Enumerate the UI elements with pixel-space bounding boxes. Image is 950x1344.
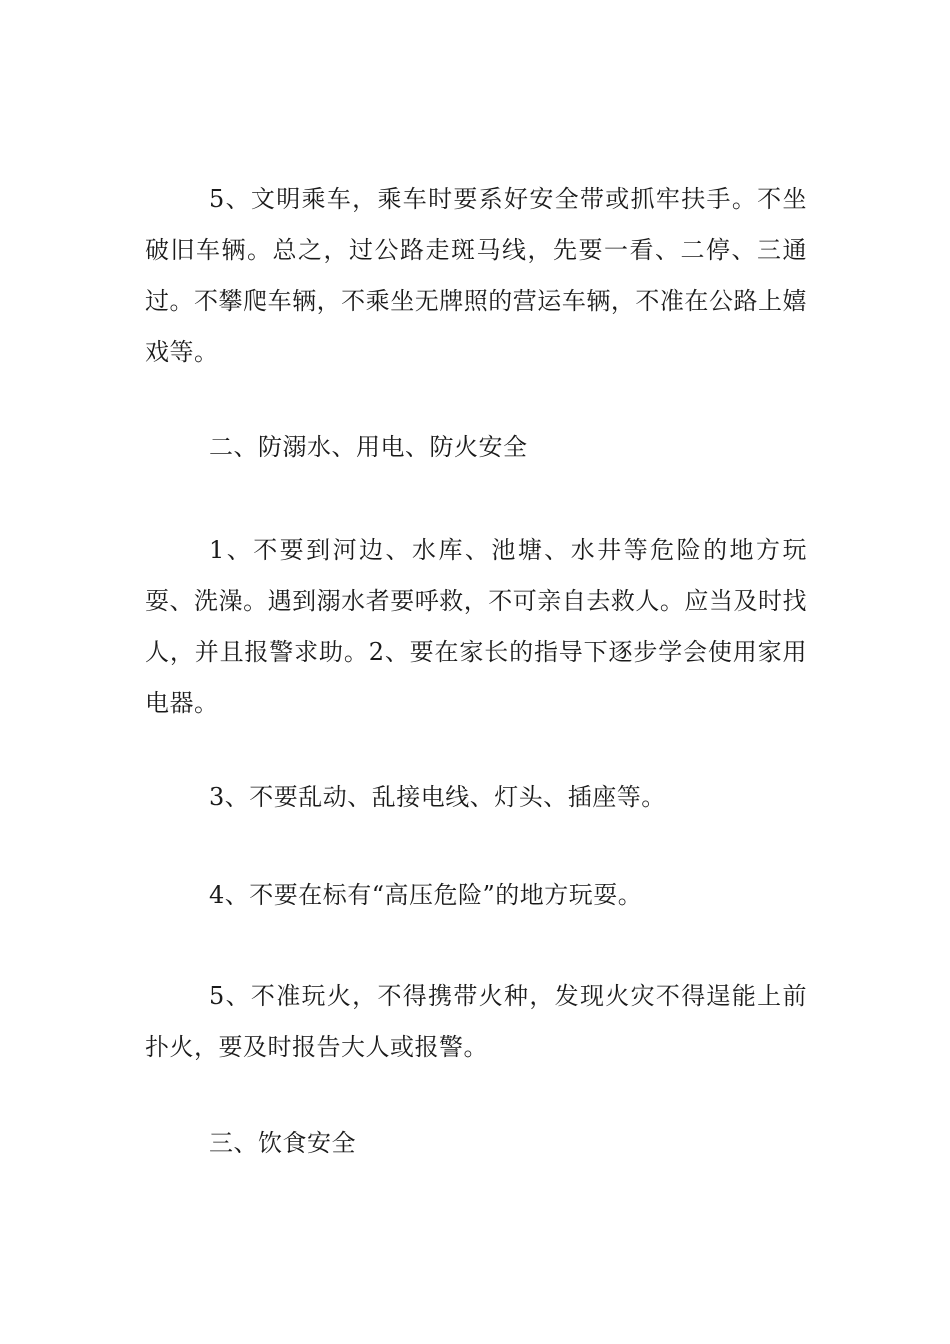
section-heading-food-safety: 三、饮食安全 — [209, 1129, 356, 1157]
paragraph-fire: 5、不准玩火，不得携带火种，发现火灾不得逞能上前扑火，要及时报告大人或报警。 — [145, 982, 807, 1061]
paragraph-high-voltage: 4、不要在标有“高压危险”的地方玩耍。 — [209, 881, 643, 909]
paragraph-drowning-prevention: 1、不要到河边、水库、池塘、水井等危险的地方玩耍、洗澡。遇到溺水者要呼救，不可亲自去救人。应当及时找人，并且报警求助。2、要在家长的指导下逐步学会使用家用电器。 — [145, 536, 807, 717]
paragraph-wires: 3、不要乱动、乱接电线、灯头、插座等。 — [209, 783, 666, 811]
paragraph-civil-riding: 5、文明乘车，乘车时要系好安全带或抓牢扶手。不坐破旧车辆。总之，过公路走斑马线，先要一看、二停、三通过。不攀爬车辆，不乘坐无牌照的营运车辆，不准在公路上嬉戏等。 — [145, 185, 807, 366]
section-heading-water-electric-fire: 二、防溺水、用电、防火安全 — [209, 433, 528, 461]
